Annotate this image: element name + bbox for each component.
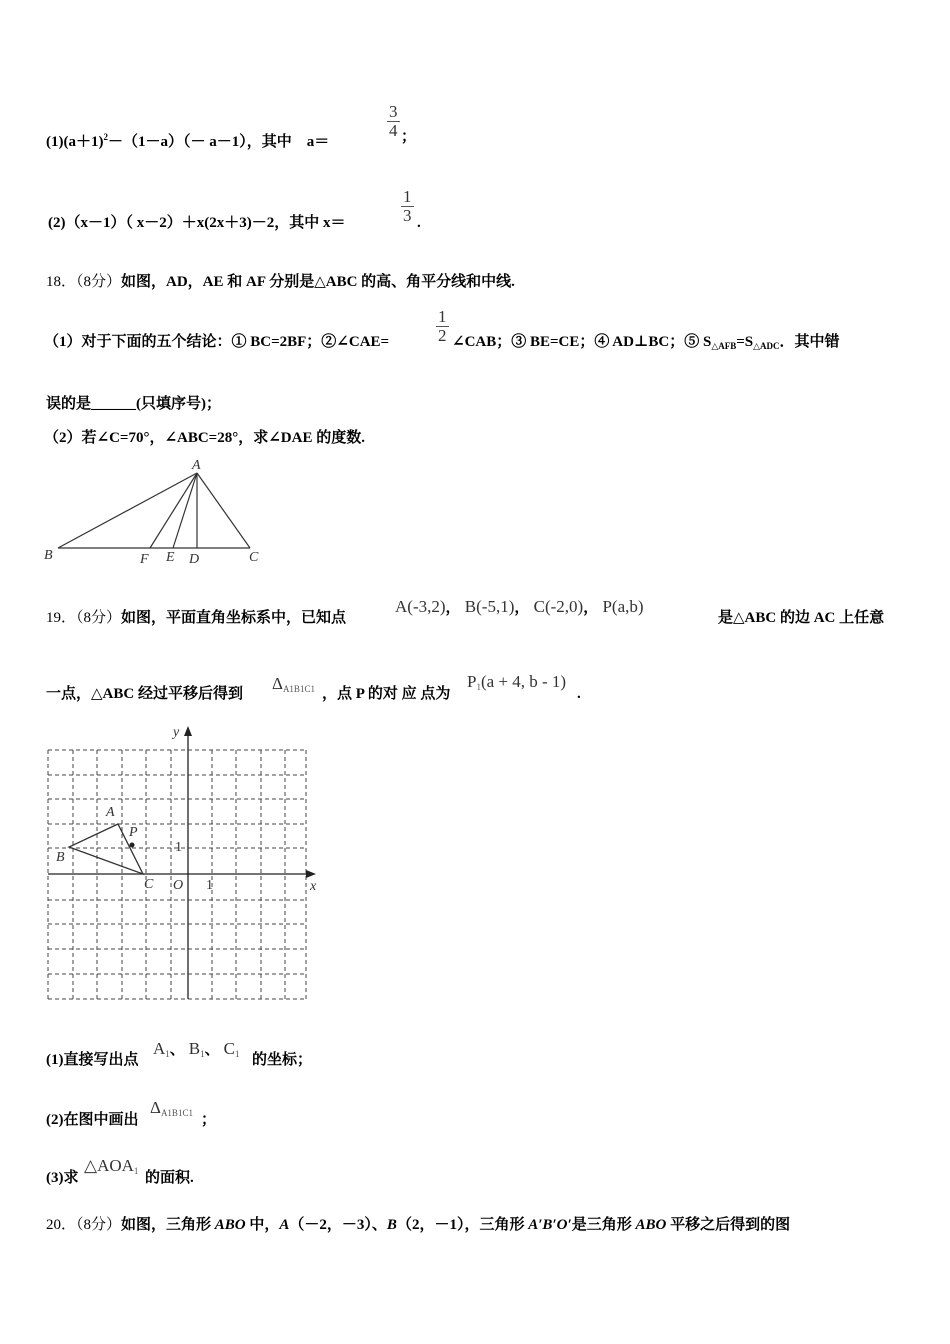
label-a: A bbox=[192, 458, 201, 473]
point-p-coords: P(a,b) bbox=[602, 597, 644, 616]
delta-symbol: Δ bbox=[272, 674, 283, 693]
q18-part1-b: ∠CAB；③ BE=CE；④ AD⊥BC；⑤ S bbox=[452, 334, 712, 350]
question-18-part1-cont bbox=[452, 332, 840, 356]
q19-sub1-a: (1)直接写出点 bbox=[46, 1052, 139, 1068]
grid-label-1-x: 1 bbox=[206, 878, 213, 893]
label-e: E bbox=[166, 550, 175, 565]
dun-2: 、 bbox=[204, 1042, 220, 1058]
q20-coord-b: （2，－1），三角形 bbox=[396, 1217, 529, 1233]
label-d: D bbox=[189, 552, 200, 567]
question-18-text: 如图，AD，AE 和 AF 分别是△ABC 的高、角平分线和中线. bbox=[121, 274, 515, 290]
expr-post: ； bbox=[401, 129, 417, 145]
q20-text-a: 如图，三角形 bbox=[121, 1217, 215, 1233]
question-19-text-b: 是△ABC 的边 AC 上任意 bbox=[718, 610, 885, 626]
frac-denominator: 4 bbox=[389, 121, 398, 140]
grid-label-b: B bbox=[56, 850, 65, 865]
c1-main: C bbox=[223, 1039, 235, 1058]
a1b1c1-sub: A1B1C1 bbox=[282, 684, 315, 694]
q18-part1-a: （1）对于下面的五个结论：① BC=2BF；②∠CAE= bbox=[44, 334, 390, 350]
y-axis-arrow bbox=[184, 726, 192, 736]
points-a1b1c1 bbox=[153, 1038, 240, 1059]
point-list bbox=[395, 596, 644, 617]
q19-sub3-b: 的面积. bbox=[145, 1170, 194, 1186]
coordinate-grid bbox=[40, 722, 330, 1012]
triangle-aoa1-symbol bbox=[84, 1156, 138, 1176]
q19-sub2-b: ； bbox=[201, 1112, 217, 1128]
question-18-number: 18．（8分） bbox=[46, 274, 122, 290]
c1-sub: 1 bbox=[235, 1049, 240, 1059]
segment-ac bbox=[197, 473, 250, 548]
q20-text-c: 是三角形 bbox=[571, 1217, 636, 1233]
grid-label-a: A bbox=[106, 805, 115, 820]
frac3-numerator: 1 bbox=[438, 307, 447, 326]
frac-numerator: 3 bbox=[389, 102, 398, 121]
question-19-stem bbox=[46, 608, 346, 628]
p1-sub: 1 bbox=[476, 682, 481, 692]
frac3-denominator: 2 bbox=[438, 326, 447, 345]
triangle-a1b1c1-symbol-2 bbox=[150, 1098, 193, 1118]
label-f: F bbox=[140, 552, 149, 567]
q20-abo-1: ABO bbox=[214, 1217, 246, 1233]
question-18-stem bbox=[46, 272, 515, 292]
delta-symbol-2: Δ bbox=[150, 1098, 161, 1117]
q20-abo-prime: A′B′O′ bbox=[528, 1217, 572, 1233]
label-b: B bbox=[44, 548, 53, 563]
problem-17-part2 bbox=[48, 213, 345, 233]
x-axis-arrow bbox=[306, 870, 316, 878]
question-20-stem bbox=[46, 1215, 790, 1235]
fraction-one-half bbox=[436, 308, 449, 345]
exponent: 2 bbox=[103, 132, 108, 142]
p1-main: P bbox=[467, 672, 477, 691]
expr-pre: (1)(a＋1) bbox=[46, 134, 104, 150]
grid-label-1-y: 1 bbox=[175, 840, 182, 855]
frac2-denominator: 3 bbox=[403, 206, 412, 225]
triangle-figure bbox=[40, 452, 280, 572]
q20-text-d: 平移之后得到的图 bbox=[666, 1217, 791, 1233]
expr2-pre: (2)（x－1）（ x－2）＋x(2x＋3)－2，其中 x＝ bbox=[48, 215, 346, 231]
triangle-a1b1c1-symbol bbox=[272, 674, 315, 694]
sep-1: ， bbox=[445, 600, 461, 616]
point-p1 bbox=[467, 672, 566, 692]
dun-1: 、 bbox=[169, 1042, 185, 1058]
a1-sub: 1 bbox=[165, 1049, 170, 1059]
q19-sub3-a: (3)求 bbox=[46, 1170, 79, 1186]
b1-main: B bbox=[188, 1039, 201, 1058]
q18-sub-adc: △ADC bbox=[753, 341, 780, 351]
question-18-part2: （2）若∠C=70°，∠ABC=28°，求∠DAE 的度数. bbox=[44, 430, 365, 446]
q18-part1-c: =S bbox=[736, 334, 754, 350]
q19-line2-b: ，点 P 的对 应 点为 bbox=[322, 686, 451, 702]
question-19-number: 19．（8分） bbox=[46, 610, 122, 626]
q19-line2-c: . bbox=[577, 686, 581, 702]
question-18-part1-line2: 误的是______(只填序号)； bbox=[46, 396, 221, 412]
label-c: C bbox=[249, 550, 259, 565]
a1-main: A bbox=[153, 1039, 166, 1058]
grid-label-p: P bbox=[129, 825, 138, 840]
q20-point-a: A bbox=[279, 1217, 290, 1233]
q20-abo-2: ABO bbox=[635, 1217, 667, 1233]
fraction-three-quarters bbox=[387, 103, 400, 140]
sep-3: ， bbox=[583, 600, 599, 616]
problem-17-part1 bbox=[46, 127, 329, 152]
q20-text-b: 中， bbox=[245, 1217, 280, 1233]
grid-label-c: C bbox=[144, 877, 154, 892]
point-a-coords: A(-3,2) bbox=[395, 597, 446, 616]
aoa-main: △AOA bbox=[84, 1156, 134, 1175]
q20-point-b: B bbox=[386, 1217, 397, 1233]
b1-sub: 1 bbox=[200, 1049, 205, 1059]
q19-line2-a: 一点，△ABC 经过平移后得到 bbox=[46, 686, 243, 702]
q19-sub2-a: (2)在图中画出 bbox=[46, 1112, 139, 1128]
x-axis-label: x bbox=[310, 879, 317, 894]
question-19-line2 bbox=[46, 684, 243, 704]
q18-part1-d: ．其中错 bbox=[779, 334, 840, 350]
y-axis-label: y bbox=[173, 725, 180, 740]
grid-label-o: O bbox=[173, 878, 184, 893]
point-b-coords: B(-5,1) bbox=[464, 597, 515, 616]
question-20-number: 20．（8分） bbox=[46, 1217, 122, 1233]
point-p-dot bbox=[130, 843, 135, 848]
expr-mid: －（1－a）（－ a－1），其中 a＝ bbox=[107, 134, 330, 150]
q18-sub-afb: △AFB bbox=[711, 341, 737, 351]
sep-2: ， bbox=[514, 600, 530, 616]
aoa-sub: 1 bbox=[133, 1166, 139, 1176]
point-c-coords: C(-2,0) bbox=[533, 597, 584, 616]
q20-coord-a: （－2，－3）、 bbox=[289, 1217, 387, 1233]
segment-af bbox=[150, 473, 197, 548]
a1b1c1-sub-2: A1B1C1 bbox=[160, 1108, 193, 1118]
fraction-one-third bbox=[401, 188, 414, 225]
p1-coords: (a + 4, b - 1) bbox=[480, 672, 567, 691]
frac2-numerator: 1 bbox=[403, 187, 412, 206]
expr2-post: . bbox=[417, 215, 421, 231]
question-19-text-a: 如图，平面直角坐标系中，已知点 bbox=[121, 610, 347, 626]
question-18-part1 bbox=[44, 332, 389, 352]
q19-sub1-b: 的坐标； bbox=[252, 1052, 313, 1068]
